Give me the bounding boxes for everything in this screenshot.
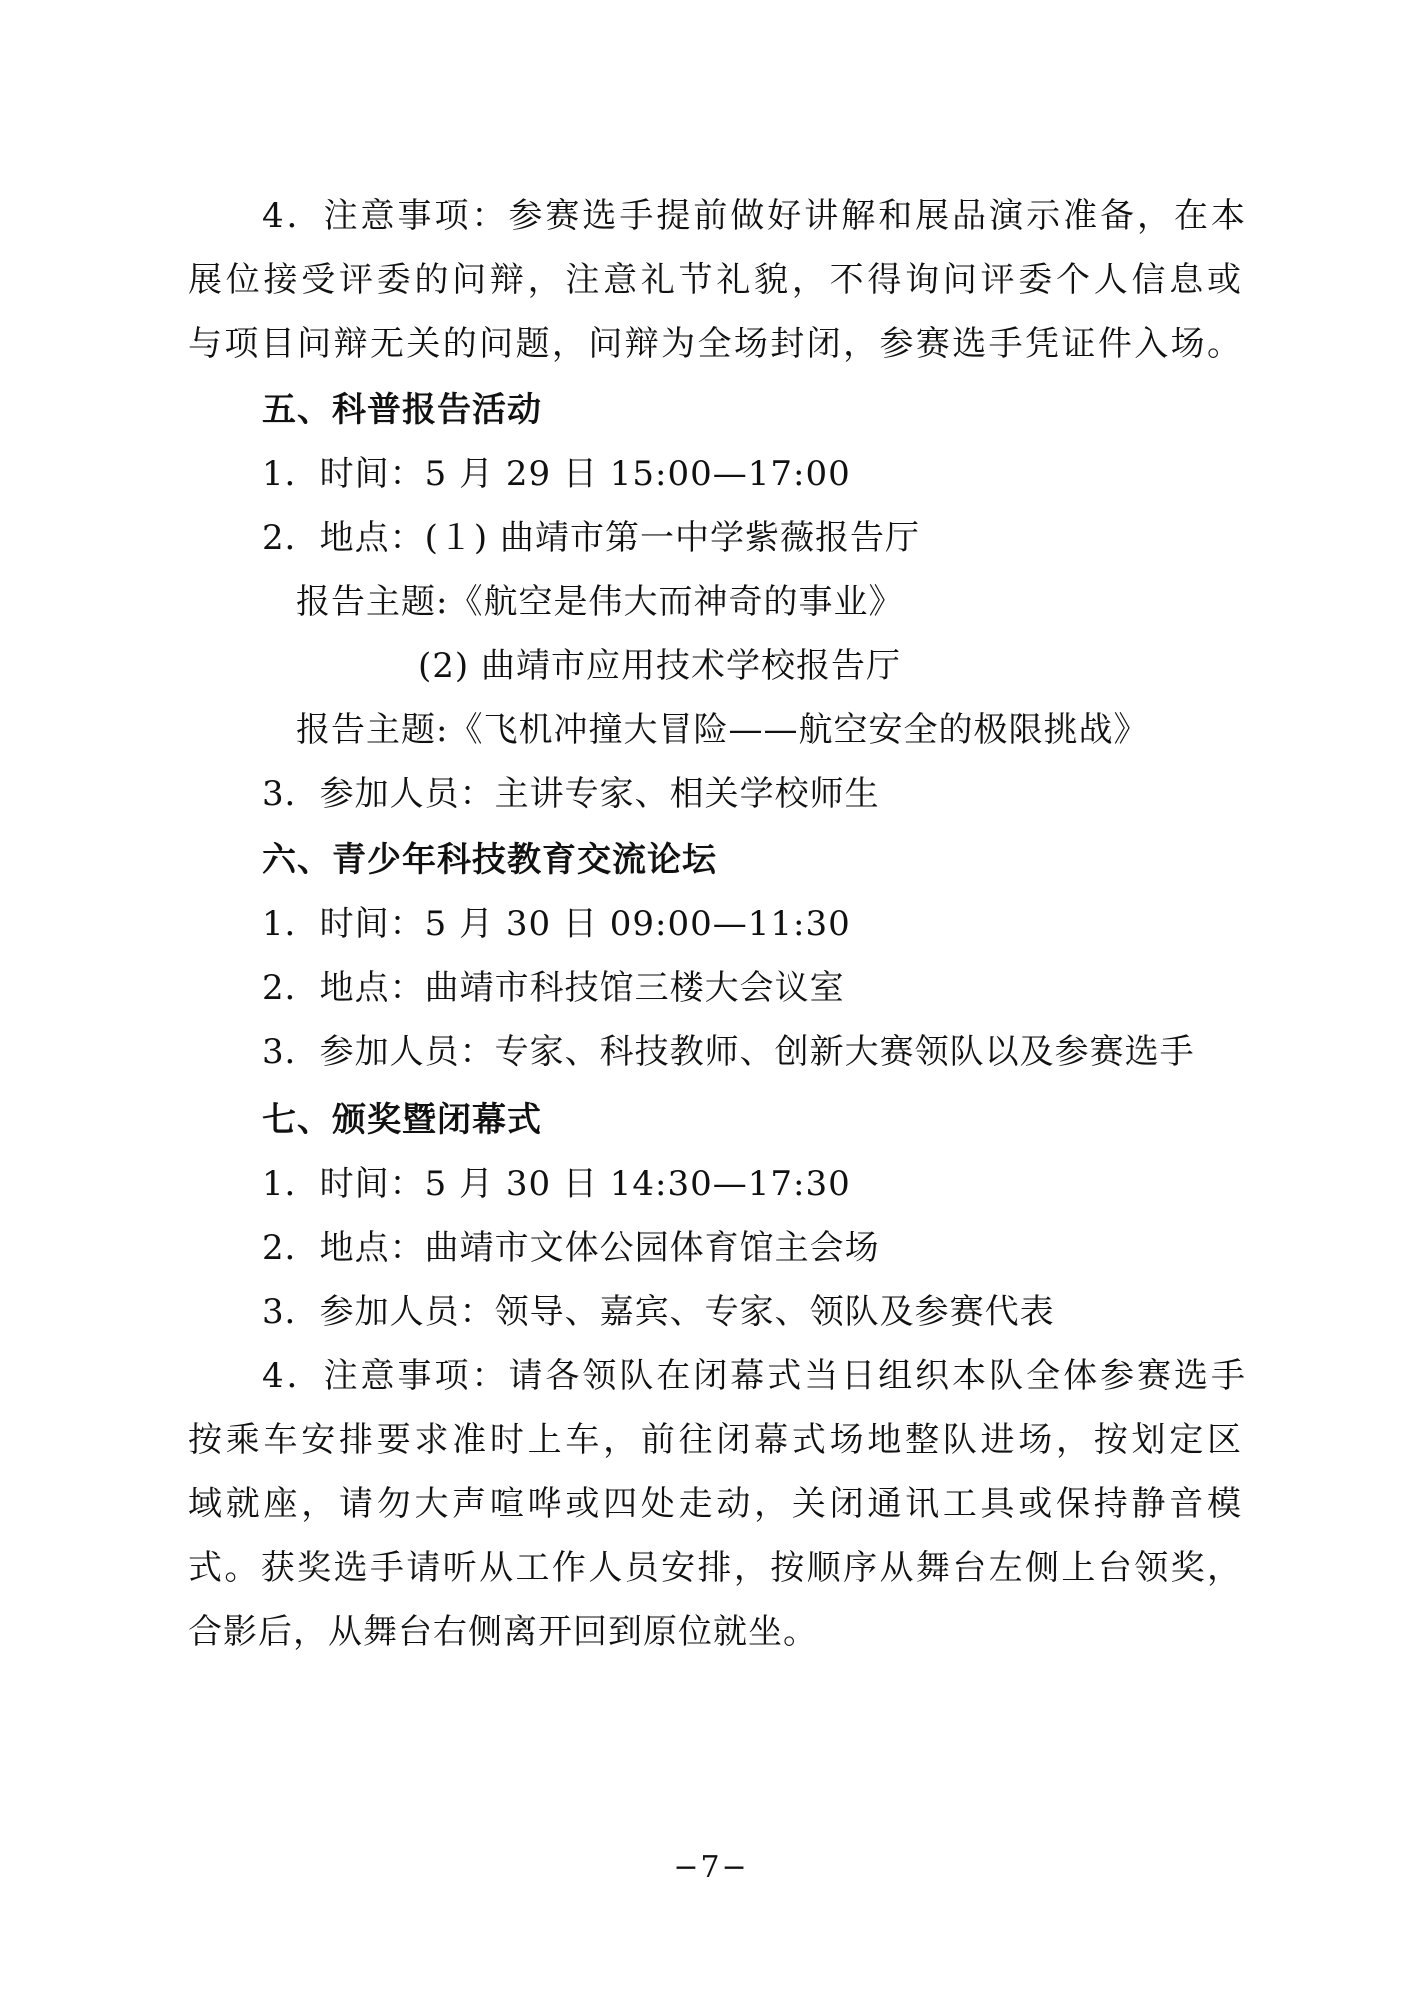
section-7-place: 2．地点：曲靖市文体公园体育馆主会场	[262, 1228, 880, 1268]
notes-line-1: 4．注意事项：参赛选手提前做好讲解和展品演示准备，在本	[262, 196, 1246, 236]
section-7-heading: 七、颁奖暨闭幕式	[262, 1100, 542, 1140]
section-6-participants: 3．参加人员：专家、科技教师、创新大赛领队以及参赛选手	[262, 1032, 1195, 1072]
notes-line-2: 展位接受评委的问辩，注意礼节礼貌，不得询问评委个人信息或	[188, 260, 1242, 300]
section-6-place: 2．地点：曲靖市科技馆三楼大会议室	[262, 968, 845, 1008]
section-7-time: 1．时间：5 月 30 日 14:30—17:30	[262, 1164, 851, 1204]
section-5-topic-1: 报告主题:《航空是伟大而神奇的事业》	[296, 582, 904, 622]
section-5-place-2: (2) 曲靖市应用技术学校报告厅	[418, 646, 901, 686]
section-5-heading: 五、科普报告活动	[262, 390, 542, 430]
section-7-notes-line-1: 4．注意事项：请各领队在闭幕式当日组织本队全体参赛选手	[262, 1356, 1246, 1396]
page-number: −7−	[673, 1850, 749, 1885]
section-5-participants: 3．参加人员：主讲专家、相关学校师生	[262, 774, 880, 814]
section-5-place-1: 2．地点：(１) 曲靖市第一中学紫薇报告厅	[262, 518, 920, 558]
section-7-notes-line-2: 按乘车安排要求准时上车，前往闭幕式场地整队进场，按划定区	[188, 1420, 1242, 1460]
section-7-participants: 3．参加人员：领导、嘉宾、专家、领队及参赛代表	[262, 1292, 1055, 1332]
section-7-notes-line-3: 域就座，请勿大声喧哗或四处走动，关闭通讯工具或保持静音模	[188, 1484, 1242, 1524]
section-6-time: 1．时间：5 月 30 日 09:00—11:30	[262, 904, 851, 944]
section-7-notes-line-5: 合影后，从舞台右侧离开回到原位就坐。	[188, 1612, 818, 1652]
section-7-notes-line-4: 式。获奖选手请听从工作人员安排，按顺序从舞台左侧上台领奖，	[188, 1548, 1242, 1588]
section-6-heading: 六、青少年科技教育交流论坛	[262, 840, 717, 880]
section-5-topic-2: 报告主题:《飞机冲撞大冒险——航空安全的极限挑战》	[296, 710, 1149, 750]
section-5-time: 1．时间：5 月 29 日 15:00—17:00	[262, 454, 851, 494]
notes-line-3: 与项目问辩无关的问题，问辩为全场封闭，参赛选手凭证件入场。	[188, 324, 1242, 364]
